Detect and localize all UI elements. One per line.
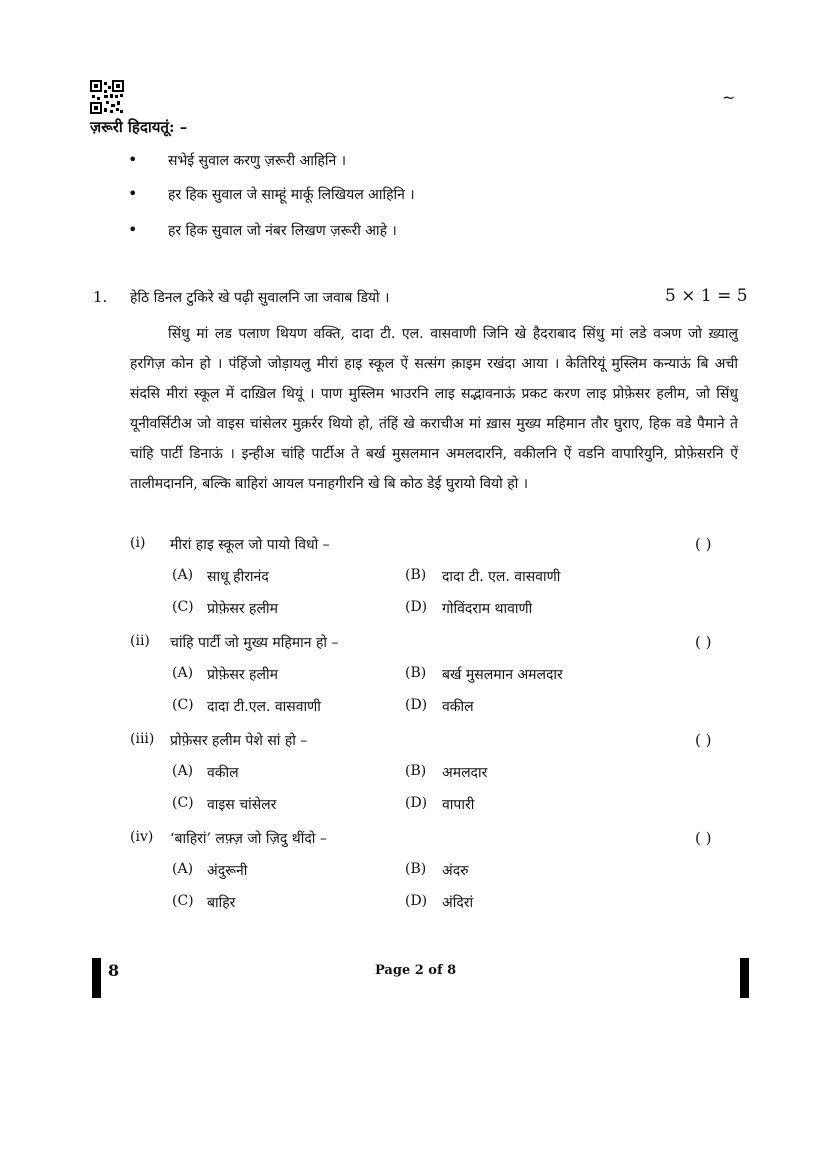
bullet-icon: • [128, 184, 138, 203]
option-text: प्रोफ़ेसर हलीम [207, 601, 278, 617]
sub-question-text: प्रोफ़ेसर हलीम पेशे सां हो – [170, 733, 308, 749]
sub-question-text: ‘बाहिरां’ लफ़्ज़ जो ज़िदु थींदो – [170, 831, 327, 847]
option-label: (D) [405, 599, 428, 615]
option-label: (C) [172, 795, 194, 811]
instruction-item: हर हिक सुवाल जे साम्हूं मार्कू लिखियल आहिनि । [168, 187, 415, 203]
option-text: अंदिरां [442, 895, 474, 911]
sub-question-number: (iv) [130, 829, 154, 845]
sub-question-number: (ii) [130, 633, 150, 649]
footer-right-bar [740, 958, 749, 998]
instructions-title: ज़रूरी हिदायतूं: – [90, 118, 188, 136]
option-text: वकील [442, 699, 474, 715]
option-label: (A) [172, 665, 194, 681]
sub-question-text: मीरां हाइ स्कूल जो पायो विधो – [170, 537, 330, 553]
option-label: (C) [172, 599, 194, 615]
qr-code-icon [90, 80, 124, 114]
option-text: बाहिर [207, 895, 236, 911]
option-label: (C) [172, 893, 194, 909]
option-label: (D) [405, 893, 428, 909]
answer-bracket: ( ) [695, 829, 712, 847]
option-label: (B) [405, 567, 427, 583]
question-marks: 5 × 1 = 5 [665, 286, 748, 306]
option-label: (A) [172, 567, 194, 583]
option-text: दादा टी. एल. वासवाणी [442, 569, 561, 585]
option-text: वापारी [442, 797, 475, 813]
answer-bracket: ( ) [695, 535, 712, 553]
option-text: दादा टी.एल. वासवाणी [207, 699, 321, 715]
header-tilde: ~ [722, 88, 736, 107]
bullet-icon: • [128, 220, 138, 239]
answer-bracket: ( ) [695, 633, 712, 651]
option-text: अंदरु [442, 863, 469, 879]
option-label: (A) [172, 763, 194, 779]
option-text: प्रोफ़ेसर हलीम [207, 667, 278, 683]
option-label: (D) [405, 795, 428, 811]
option-text: वाइस चांसेलर [207, 797, 277, 813]
question-number: 1. [93, 288, 108, 306]
option-label: (B) [405, 763, 427, 779]
footer-left-bar [92, 958, 101, 998]
option-label: (B) [405, 861, 427, 877]
sub-question-text: चांहि पार्टी जो मुख्य महिमान हो – [170, 635, 339, 651]
page-code: 8 [108, 961, 120, 980]
instruction-item: सभेई सुवाल करणु ज़रूरी आहिनि । [168, 153, 347, 169]
option-label: (B) [405, 665, 427, 681]
option-label: (A) [172, 861, 194, 877]
option-text: वकील [207, 765, 239, 781]
bullet-icon: • [128, 150, 138, 169]
answer-bracket: ( ) [695, 731, 712, 749]
sub-question-number: (iii) [130, 731, 155, 747]
option-text: गोविंदराम थावाणी [442, 601, 533, 617]
question-text: हेठि डिनल टुकिरे खे पढ़ी सुवालनि जा जवाब डियो । [130, 290, 390, 306]
option-text: अंदुरूनी [207, 863, 248, 879]
option-text: साधू हीरानंद [207, 569, 269, 585]
sub-question-number: (i) [130, 535, 146, 551]
passage: सिंधु मां लड पलाण थियण वक्ति, दादा टी. एल. वासवाणी जिनि खे हैदराबाद सिंधु मां लडे वञण जो ख़्यालु हरगिज़ कोन हो । पंहिंजो जोड़ायलु मीरां हाइ स्कूल ऐं सत्संग क़ाइम रखंदा आया । केतिरियूं मुस्लिम कन्याऊं बि अची संदसि मीरां स्कूल में दाख़िल थियूं । पाण मुस्लिम भाउरनि लाइ सद्भावनाऊं प्रकट करण लाइ प्रोफ़ेसर हलीम, जो सिंधु यूनीवर्सिटीअ जो वाइस चांसेलर मुक़र्रर थियो हो, तंहिं खे कराचीअ मां ख़ास मुख्य महिमान तौर घुराए, हिक वडे पैमाने ते चांहि पार्टी डिनाऊं । इन्हीअ चांहि पार्टीअ ते बर्ख मुसलमान अमलदारनि, वकीलनि ऐं वडनि वापारियुनि, प्रोफ़ेसरनि ऐं तालीमदाननि, बल्कि बाहिरां आयल पनाहगीरनि खे बि कोठ डेई घुरायो वियो हो । [130, 326, 738, 492]
option-label: (C) [172, 697, 194, 713]
instruction-item: हर हिक सुवाल जो नंबर लिखण ज़रूरी आहे । [168, 223, 397, 239]
page-number: Page 2 of 8 [375, 963, 457, 978]
option-text: बर्ख मुसलमान अमलदार [442, 667, 563, 683]
option-text: अमलदार [442, 765, 488, 781]
option-label: (D) [405, 697, 428, 713]
